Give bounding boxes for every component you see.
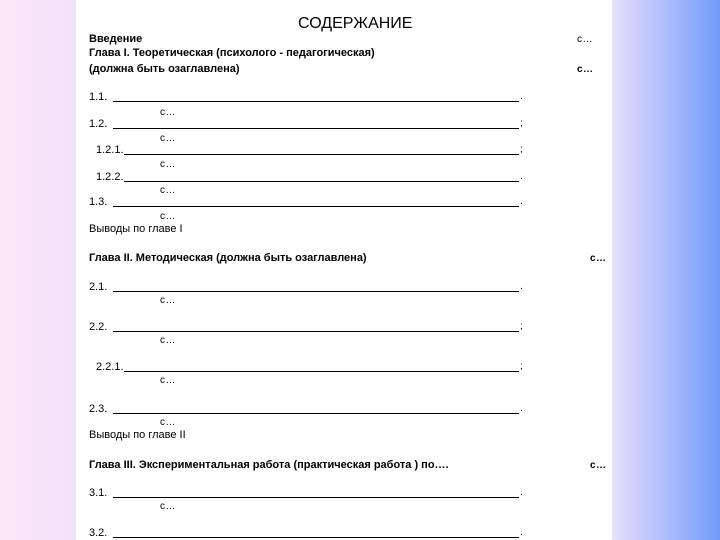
item-number: 3.1. [89,487,108,499]
chapter-2-title: Глава II. Методическая (должна быть озаглавлена) [89,252,367,264]
fill-line [113,497,519,498]
intro-label: Введение [89,33,143,45]
page-title: СОДЕРЖАНИЕ [298,15,413,32]
item-number: 1.3. [89,196,108,208]
line-end-mark: . [520,281,523,292]
conclusion-chapter-1: Выводы по главе I [89,223,183,235]
item-number: 3.2. [89,527,108,539]
item-number: 1.1. [89,91,108,103]
line-end-mark: . [520,91,523,102]
chapter-1-subtitle: (должна быть озаглавлена) [89,63,240,75]
fill-line [124,154,519,155]
intro-page: с… [577,34,593,45]
line-end-mark: . [520,487,523,498]
chapter-1-title: Глава I. Теоретическая (психолого - педагогическая) [89,47,375,59]
item-page: с… [160,185,176,196]
fill-line [113,206,519,207]
line-end-mark: . [520,171,523,182]
item-page: с… [160,133,176,144]
chapter-1-page: с… [577,64,594,75]
chapter-2-page: с… [590,253,607,264]
line-end-mark: ; [520,361,523,372]
item-number: 1.2.2. [96,171,124,183]
line-end-mark: . [520,196,523,207]
fill-line [124,371,519,372]
item-number: 2.3. [89,403,108,415]
item-page: с… [160,417,176,428]
item-page: с… [160,295,176,306]
chapter-3-page: с… [590,460,607,471]
item-page: с… [160,375,176,386]
fill-line [113,101,519,102]
item-number: 2.2. [89,321,108,333]
item-page: с… [160,501,176,512]
fill-line [113,128,519,129]
fill-line [113,413,519,414]
chapter-3-title: Глава III. Экспериментальная работа (практическая работа ) по…. [89,459,449,471]
line-end-mark: ; [520,144,523,155]
item-page: с… [160,335,176,346]
fill-line [113,537,519,538]
line-end-mark: ; [520,321,523,332]
conclusion-chapter-2: Выводы по главе II [89,429,186,441]
item-number: 1.2. [89,118,108,130]
line-end-mark: ; [520,118,523,129]
fill-line [124,181,519,182]
item-page: с… [160,159,176,170]
fill-line [113,291,519,292]
line-end-mark: . [520,527,523,538]
item-number: 1.2.1. [96,144,124,156]
item-page: с… [160,107,176,118]
item-number: 2.1. [89,281,108,293]
item-page: с… [160,211,176,222]
fill-line [113,331,519,332]
item-number: 2.2.1. [96,361,124,373]
line-end-mark: . [520,403,523,414]
